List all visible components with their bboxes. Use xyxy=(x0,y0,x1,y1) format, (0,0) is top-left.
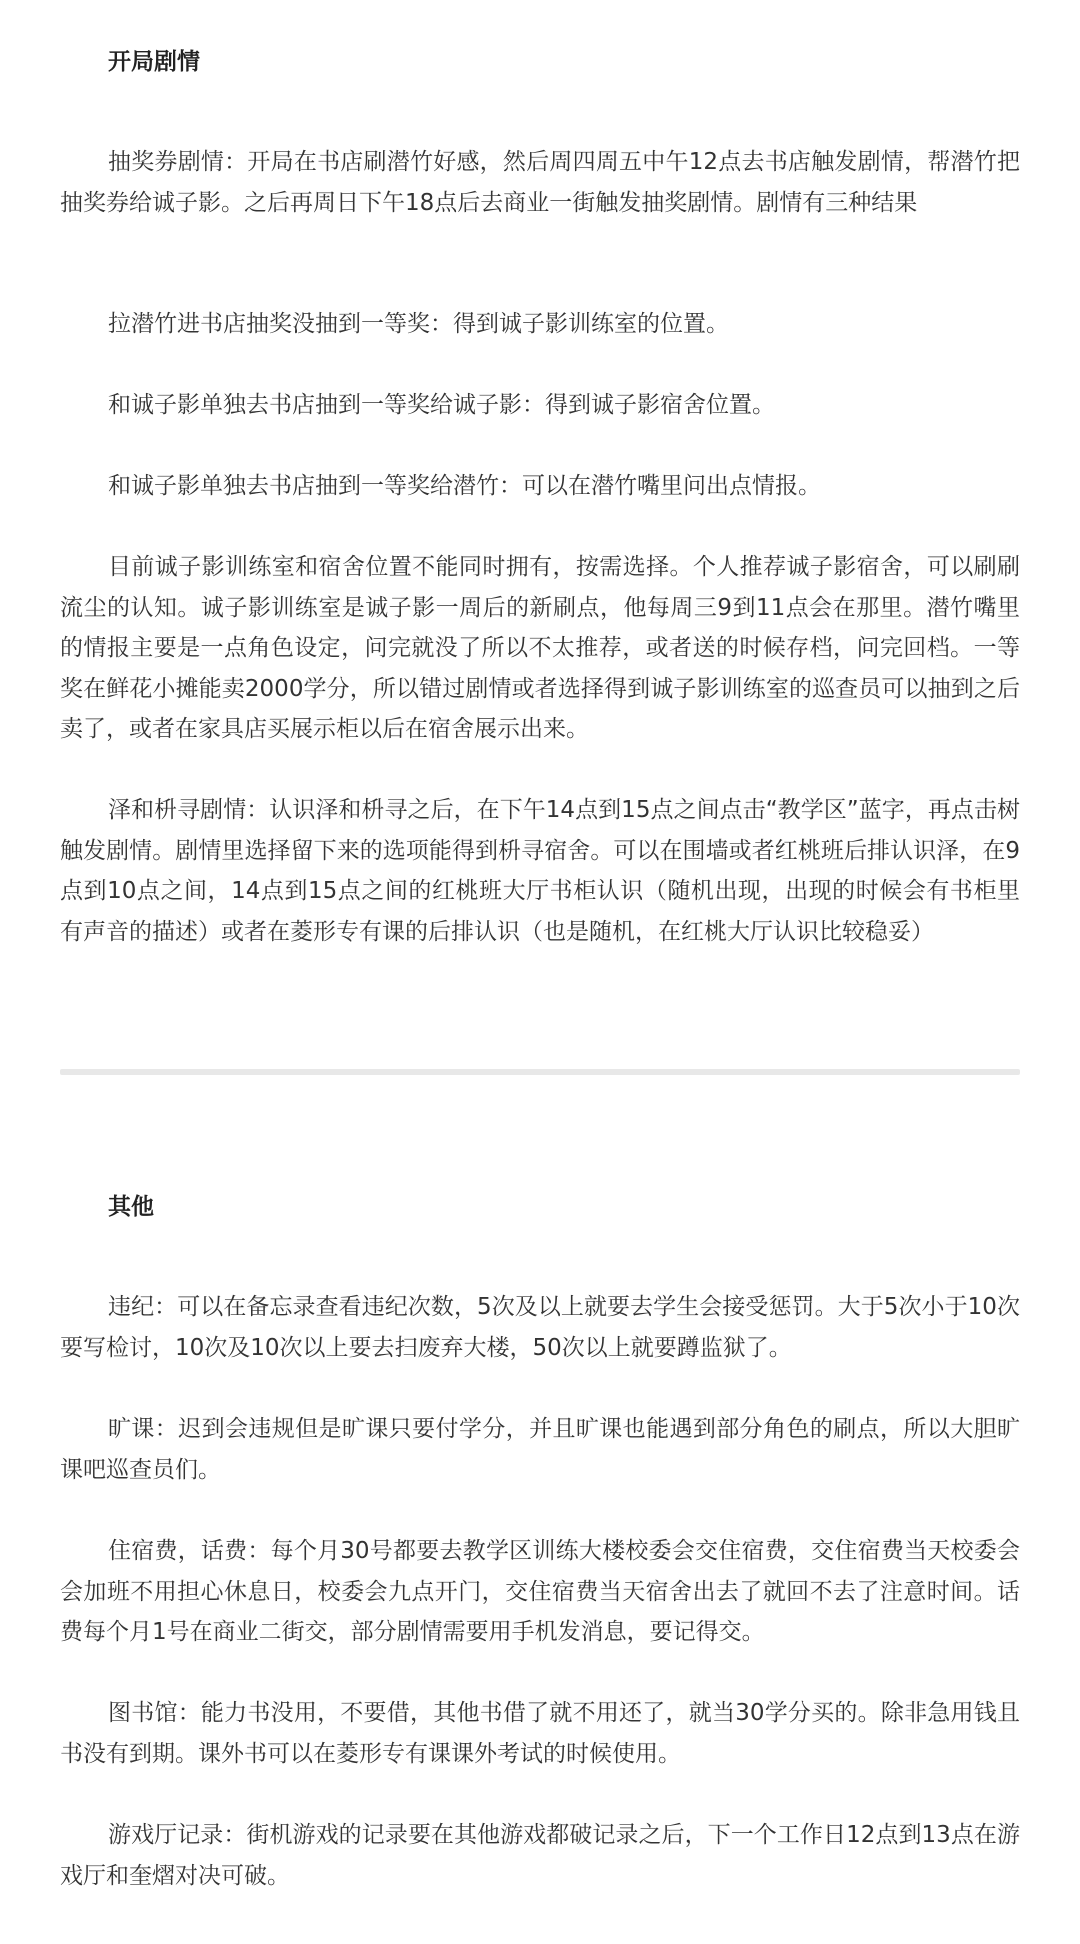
paragraph-lottery-result-2: 和诚子影单独去书店抽到一等奖给诚子影：得到诚子影宿舍位置。 xyxy=(108,392,775,418)
paragraph-lottery-result-3: 和诚子影单独去书店抽到一等奖给潜竹：可以在潜竹嘴里问出点情报。 xyxy=(108,473,821,499)
paragraph-arcade-record: 游戏厅记录：街机游戏的记录要在其他游戏都破记录之后，下一个工作日12点到13点在游戏厅和奎熠对决可破。 xyxy=(60,1822,1020,1889)
paragraph-ze-story: 泽和枡寻剧情：认识泽和枡寻之后，在下午14点到15点之间点击“教学区”蓝字，再点击树触发剧情。剧情里选择留下来的选项能得到枡寻宿舍。可以在围墙或者红桃班后排认识泽，在9点到10点之间，14点到15点之间的红桃班大厅书柜认识（随机出现，出现的时候会有书柜里有声音的描述）或者在菱形专有课的后排认识（也是随机，在红桃大厅认识比较稳妥） xyxy=(60,797,1020,945)
paragraph-skipping-class: 旷课：迟到会违规但是旷课只要付学分，并且旷课也能遇到部分角色的刷点，所以大胆旷课吧巡查员们。 xyxy=(60,1416,1020,1483)
paragraph-recommendation: 目前诚子影训练室和宿舍位置不能同时拥有，按需选择。个人推荐诚子影宿舍，可以刷刷流尘的认知。诚子影训练室是诚子影一周后的新刷点，他每周三9到11点会在那里。潜竹嘴里的情报主要是一点角色设定，问完就没了所以不太推荐，或者送的时候存档，问完回档。一等奖在鲜花小摊能卖2000学分，所以错过剧情或者选择得到诚子影训练室的巡查员可以抽到之后卖了，或者在家具店买展示柜以后在宿舍展示出来。 xyxy=(60,554,1020,742)
paragraph-discipline: 违纪：可以在备忘录查看违纪次数，5次及以上就要去学生会接受惩罚。大于5次小于10次要写检讨，10次及10次以上要去扫废弃大楼，50次以上就要蹲监狱了。 xyxy=(60,1294,1020,1361)
paragraph-lottery-story: 抽奖券剧情：开局在书店刷潜竹好感，然后周四周五中午12点去书店触发剧情，帮潜竹把抽奖券给诚子影。之后再周日下午18点后去商业一街触发抽奖剧情。剧情有三种结果 xyxy=(60,149,1020,216)
section-heading-opening-story: 开局剧情 xyxy=(108,49,200,75)
section-heading-other: 其他 xyxy=(108,1194,154,1220)
paragraph-fees: 住宿费，话费：每个月30号都要去教学区训练大楼校委会交住宿费，交住宿费当天校委会会加班不用担心休息日，校委会九点开门，交住宿费当天宿舍出去了就回不去了注意时间。话费每个月1号在商业二街交，部分剧情需要用手机发消息，要记得交。 xyxy=(60,1538,1020,1645)
paragraph-lottery-result-1: 拉潜竹进书店抽奖没抽到一等奖：得到诚子影训练室的位置。 xyxy=(108,311,729,337)
section-divider xyxy=(60,1069,1020,1075)
paragraph-library: 图书馆：能力书没用，不要借，其他书借了就不用还了，就当30学分买的。除非急用钱且书没有到期。课外书可以在菱形专有课课外考试的时候使用。 xyxy=(60,1700,1020,1767)
